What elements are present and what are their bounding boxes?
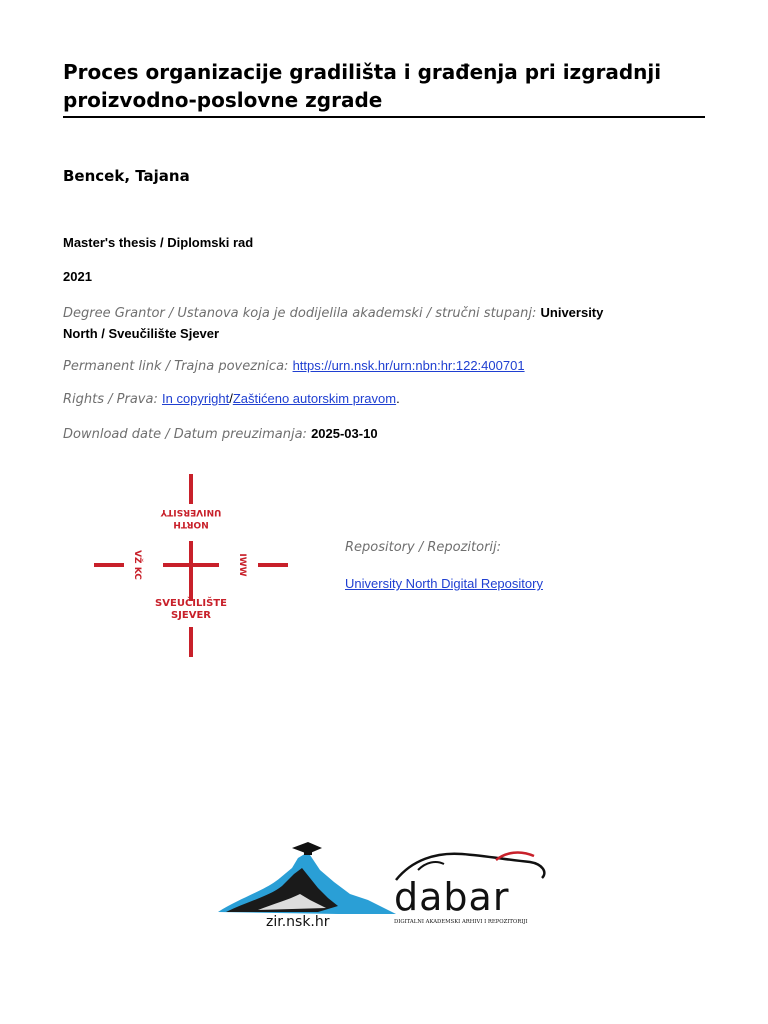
download-date-row [63,426,378,442]
logo-text-right: IWW [237,553,247,577]
repository-label: Repository / Repozitorij: [345,540,502,555]
degree-grantor-value-line2: North / Sveučilište Sjever [63,326,220,341]
document-year: 2021 [63,269,92,284]
logo-text-north: NORTH [173,519,209,529]
rights-link-hr[interactable]: Zaštićeno autorskim pravom [232,391,397,406]
rights-separator: / [229,391,233,406]
degree-grantor [63,303,683,345]
author-name: Bencek, Tajana [63,167,190,185]
permanent-link[interactable]: https://urn.nsk.hr/urn:nbn:hr:122:400701 [292,358,525,373]
rights-link-en[interactable]: In copyright [161,391,230,406]
logo-cross-marks [94,474,288,657]
permanent-link-label: Permanent link / Trajna poveznica: [63,359,289,374]
logo-text-sjever: SJEVER [170,610,212,621]
logo-text-left: VŽ KC [132,550,142,580]
dabar-eye-icon [418,862,444,870]
rights-row [63,391,400,407]
repository-link[interactable]: University North Digital Repository [345,576,543,591]
title-divider [63,116,705,118]
document-type: Master's thesis / Diplomski rad [63,235,254,250]
zir-nsk-logo [218,838,398,930]
graduation-cap-icon [292,842,322,855]
download-date-value: 2025-03-10 [311,426,378,441]
logo-text-university: UNIVERSITY [160,507,222,517]
permanent-link-row [63,358,525,374]
document-title: Proces organizacije gradilišta i građenja pri izgradnji proizvodno-poslovne zgrade [63,60,662,112]
logo-text-sveuciliste: SVEUČILIŠTE [155,598,227,609]
zir-text: zir.nsk.hr [266,914,330,930]
rights-end: . [396,391,400,406]
degree-grantor-label: Degree Grantor / Ustanova koja je dodijelila akademski / stručni stupanj: [63,306,537,321]
university-north-logo [90,470,295,662]
download-date-label: Download date / Datum preuzimanja: [63,427,307,442]
degree-grantor-value-line1: University [540,305,604,320]
dabar-subtitle: DIGITALNI AKADEMSKI ARHIVI I REPOZITORIJI [394,919,528,925]
dabar-logo [392,846,552,928]
dabar-text: dabar [394,875,510,919]
rights-label: Rights / Prava: [63,392,158,407]
